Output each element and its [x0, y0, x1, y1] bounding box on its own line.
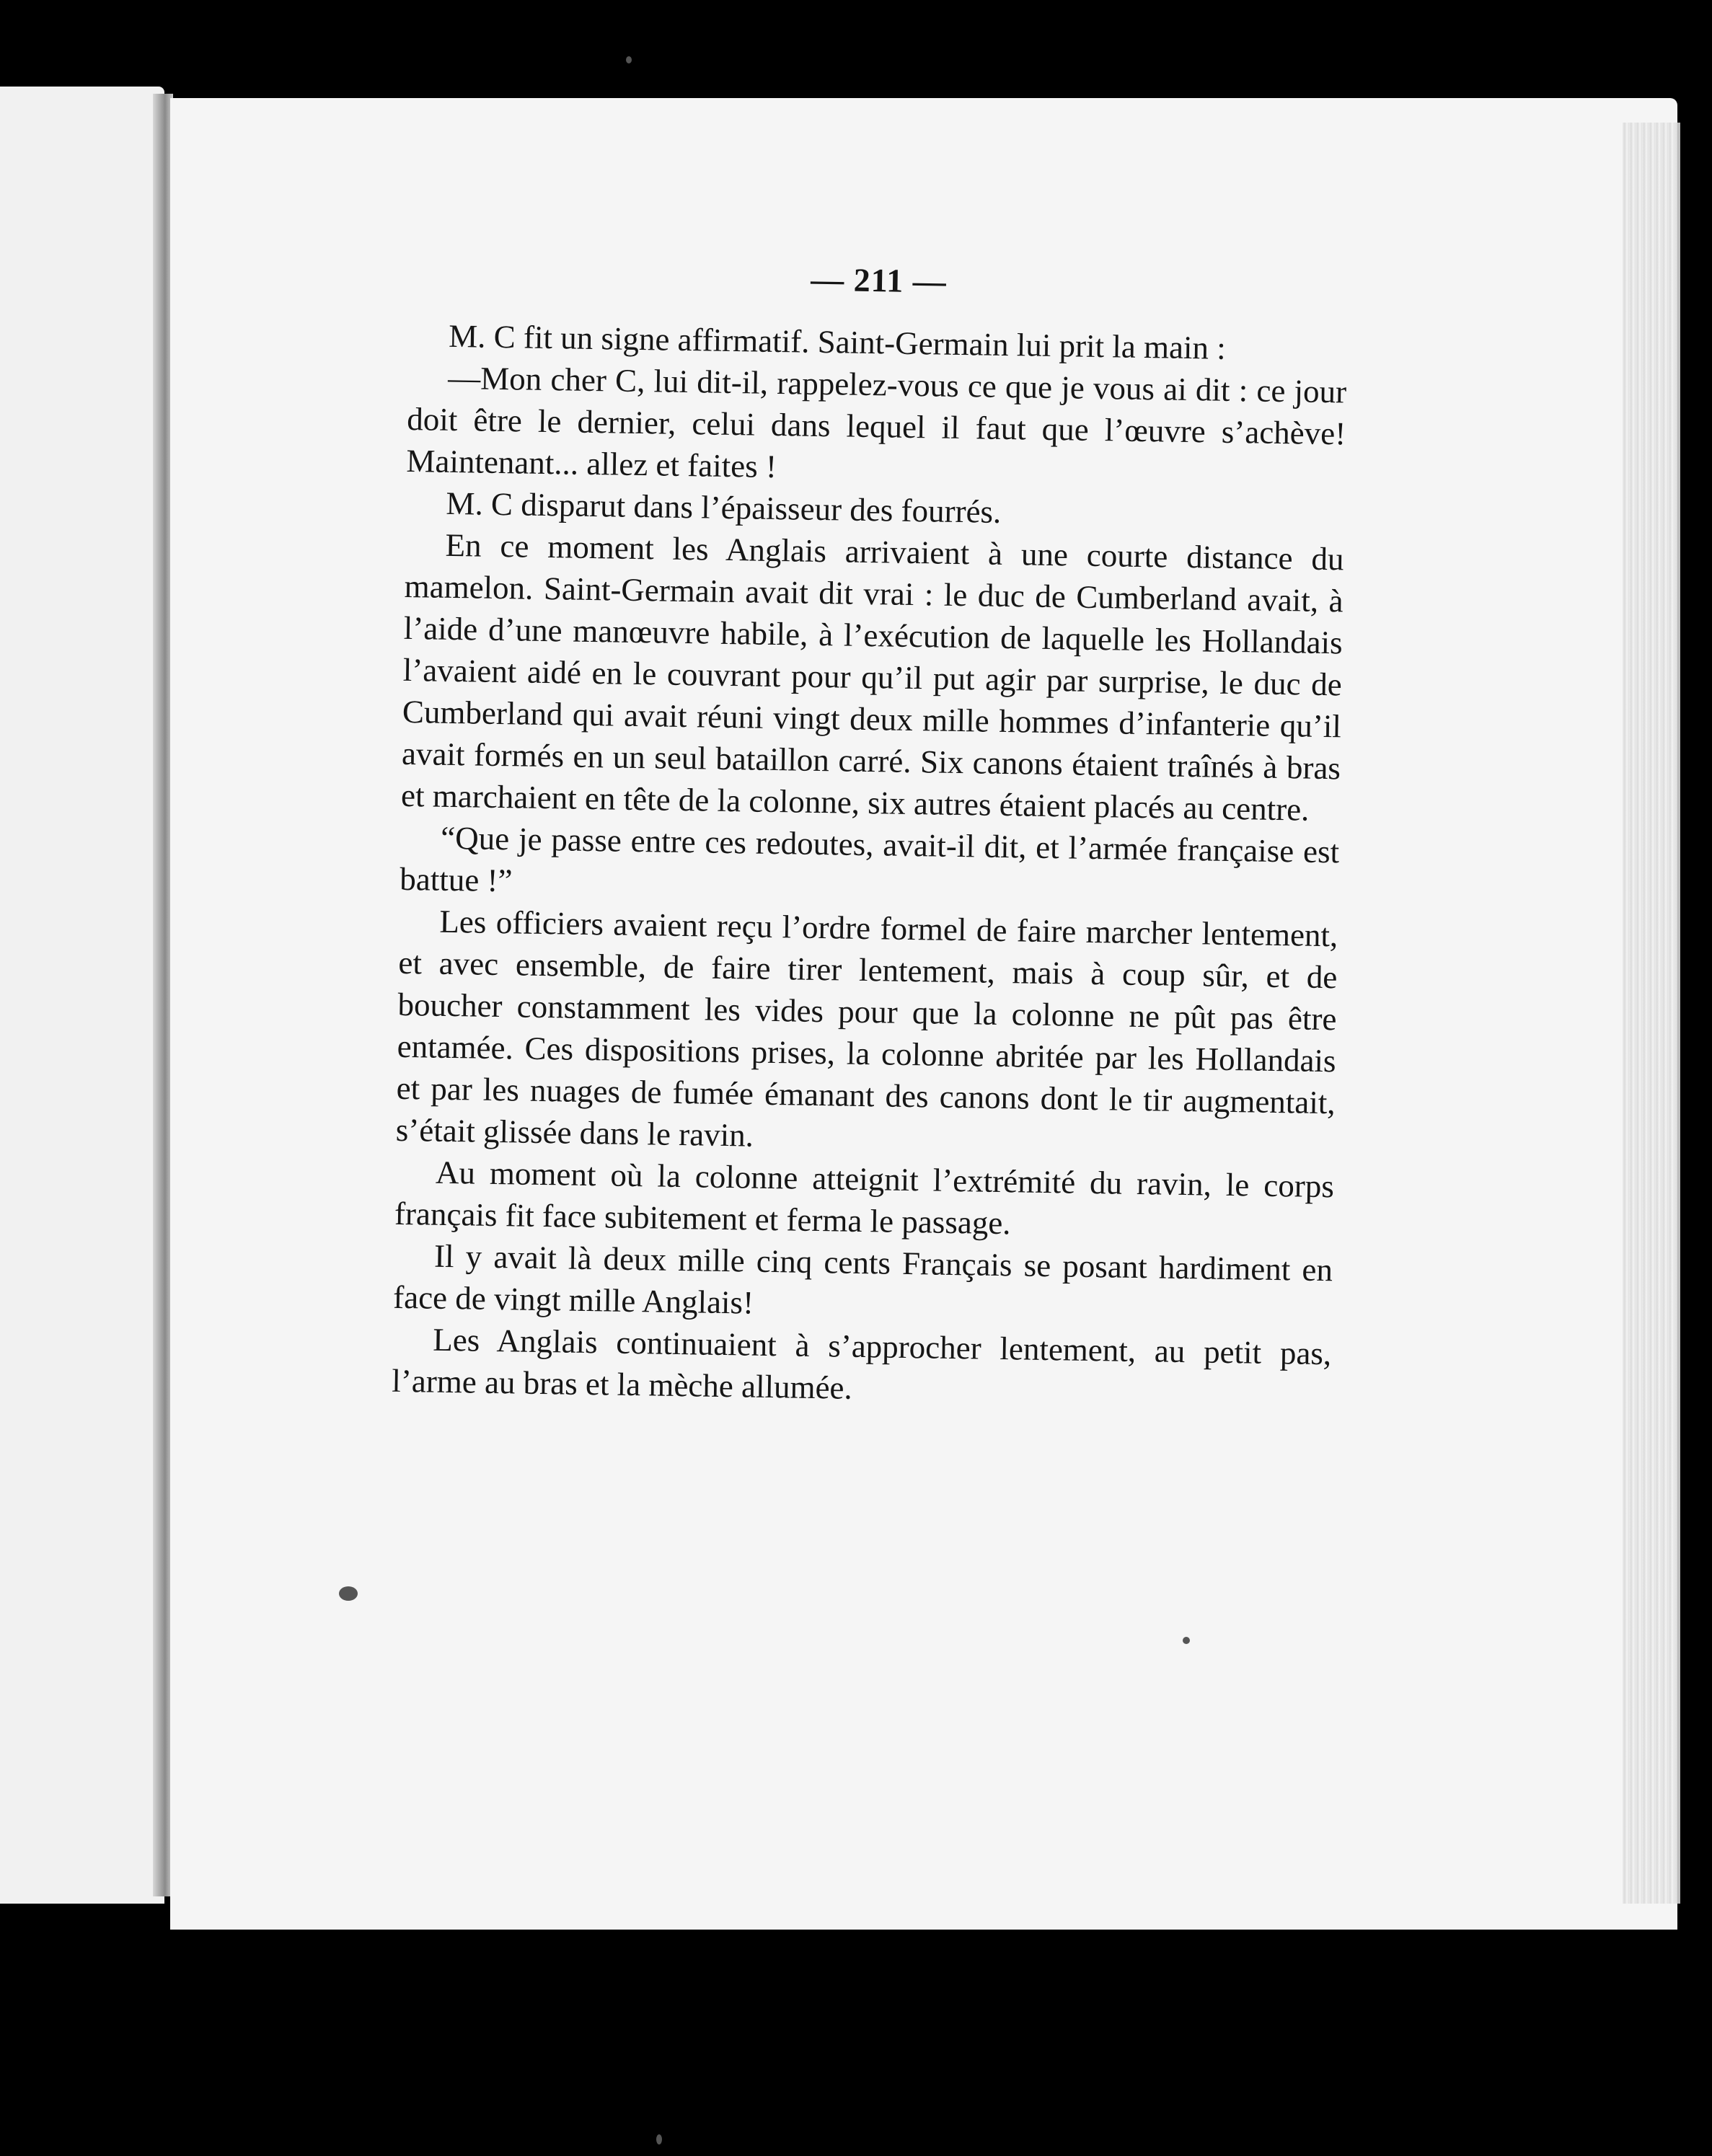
- dust-speck: [626, 56, 632, 63]
- paragraph: Au moment où la colonne atteignit l’extrémité du ravin, le corps français fit face subitement et ferma le passage.: [394, 1154, 1335, 1242]
- dust-speck: [656, 2134, 662, 2144]
- page-stack-edge: [1623, 123, 1680, 1904]
- paragraph: En ce moment les Anglais arrivaient à une courte distance du mamelon. Saint-Germain avait dit vrai : le duc de Cumberland avait, à l’aide d’une manœuvre habile, à l’exécution de laquelle les Hollandais l’avaient aidé en le couvrant pour qu’il put agir par surprise, le duc de Cumberland qui avait réuni vingt deux mille hommes d’infanterie qu’il avait formés en un seul bataillon carré. Six canons étaient traînés à bras et marchaient en tête de la colonne, six autres étaient placés au centre.: [400, 526, 1344, 828]
- paragraph: —Mon cher C, lui dit-il, rappelez-vous ce que je vous ai dit : ce jour doit être le dernier, celui dans lequel il faut que l’œuvre s’achève! Maintenant... allez et faites !: [406, 359, 1347, 485]
- paragraph: M. C disparut dans l’épaisseur des fourrés.: [446, 485, 1002, 530]
- paragraph: Les officiers avaient reçu l’ordre formel de faire marcher lentement, et avec ensemble, de faire tirer lentement, mais à coup sûr, et de boucher constamment les vides pour que la colonne ne pût pas être entamée. Ces dispositions prises, la colonne abritée par les Hollandais et par les nuages de fumée émanant des canons dont le tir augmentait, s’était glissée dans le ravin.: [395, 903, 1338, 1154]
- dust-speck: [339, 1586, 358, 1601]
- paragraph: Il y avait là deux mille cinq cents Français se posant hardiment en face de vingt mille Anglais!: [392, 1237, 1333, 1321]
- paragraph: M. C fit un signe affirmatif. Saint-Germain lui prit la main :: [448, 317, 1227, 366]
- page-text: [392, 252, 1349, 1416]
- page-number: — 211 —: [810, 260, 948, 300]
- previous-page-edge: [0, 87, 164, 1904]
- paragraph: Les Anglais continuaient à s’approcher lentement, au petit pas, l’arme au bras et la mèche allumée.: [392, 1321, 1332, 1406]
- dust-speck: [1183, 1637, 1190, 1644]
- paragraph: “Que je passe entre ces redoutes, avait-il dit, et l’armée française est battue !”: [399, 819, 1340, 899]
